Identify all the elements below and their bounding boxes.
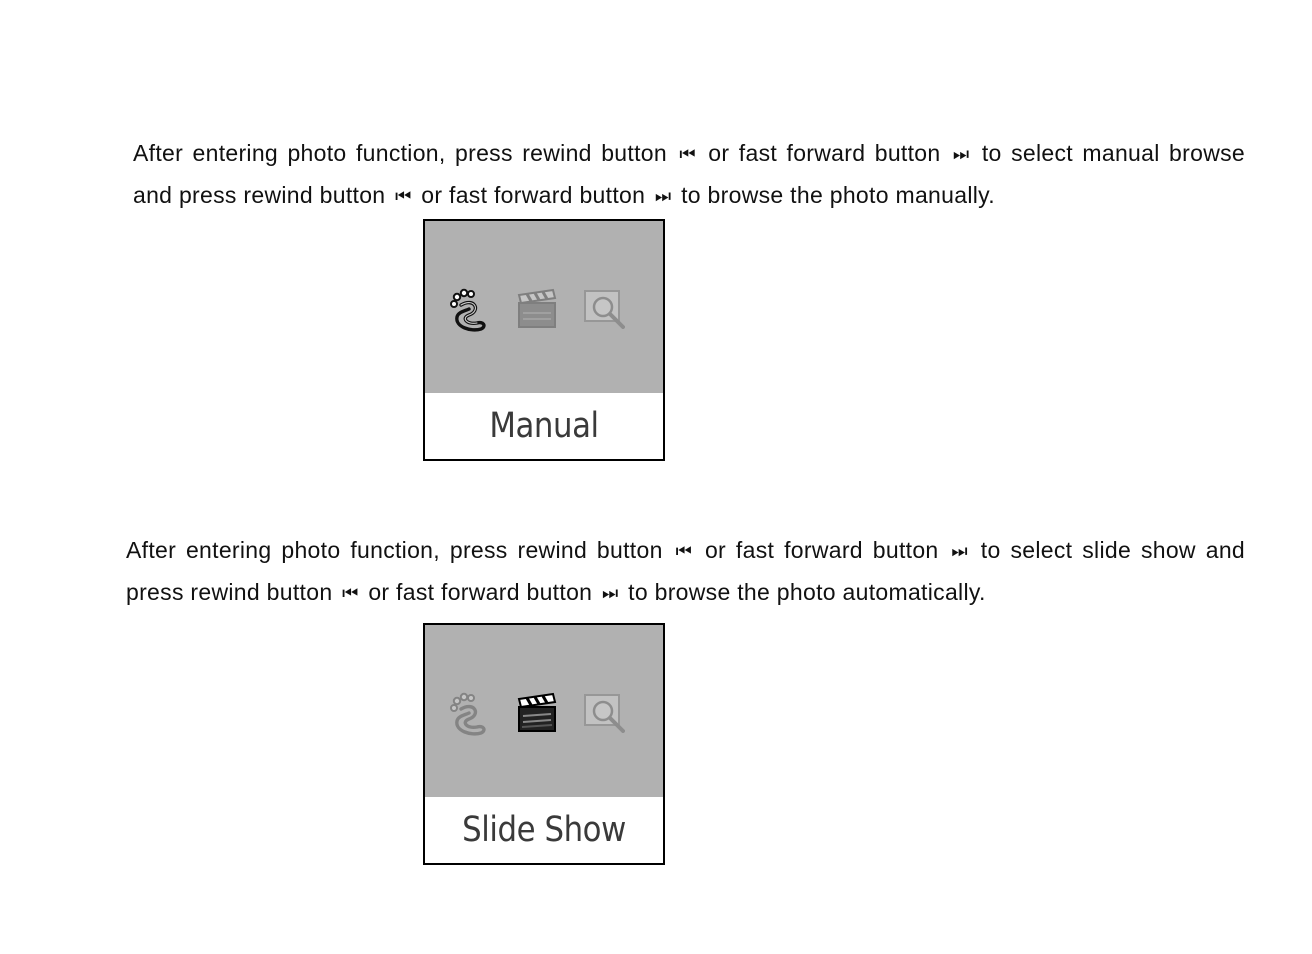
manual-mode-screen xyxy=(423,219,665,461)
fast-forward-button-icon: ⏭ xyxy=(951,541,968,562)
fast-forward-button-icon: ⏭ xyxy=(601,583,619,604)
icon-bar xyxy=(425,221,663,393)
instruction-text: to select slide show and press rewind button xyxy=(126,537,1245,605)
icon-bar xyxy=(425,625,663,797)
instruction-text: or fast forward button xyxy=(361,579,599,605)
clapperboard-icon xyxy=(513,689,561,737)
rewind-button-icon: ⏮ xyxy=(675,541,693,562)
instruction-text: After entering photo function, press rewind button xyxy=(126,537,673,563)
rewind-button-icon: ⏮ xyxy=(395,186,412,207)
hand-icon xyxy=(445,689,493,737)
mode-label: Manual xyxy=(489,406,599,446)
instruction-text: to browse the photo manually. xyxy=(674,182,995,208)
rewind-button-icon: ⏮ xyxy=(342,583,359,604)
fast-forward-button-icon: ⏭ xyxy=(654,186,672,207)
instruction-text: After entering photo function, press rewind button xyxy=(133,140,677,166)
slide-show-instructions xyxy=(126,530,1245,614)
magnifier-icon xyxy=(581,285,629,333)
instruction-text: or fast forward button xyxy=(695,537,949,563)
fast-forward-button-icon: ⏭ xyxy=(952,144,970,165)
instruction-text: to select manual browse and press rewind button xyxy=(133,140,1246,208)
manual-browse-instructions xyxy=(133,133,1245,217)
instruction-text: or fast forward button xyxy=(698,140,950,166)
slide-show-mode-screen xyxy=(423,623,665,865)
clapperboard-icon xyxy=(513,285,561,333)
mode-label: Slide Show xyxy=(462,810,626,850)
magnifier-icon xyxy=(581,689,629,737)
instruction-text: or fast forward button xyxy=(414,182,652,208)
hand-icon xyxy=(445,285,493,333)
rewind-button-icon: ⏮ xyxy=(679,144,696,165)
instruction-text: to browse the photo automatically. xyxy=(621,579,986,605)
